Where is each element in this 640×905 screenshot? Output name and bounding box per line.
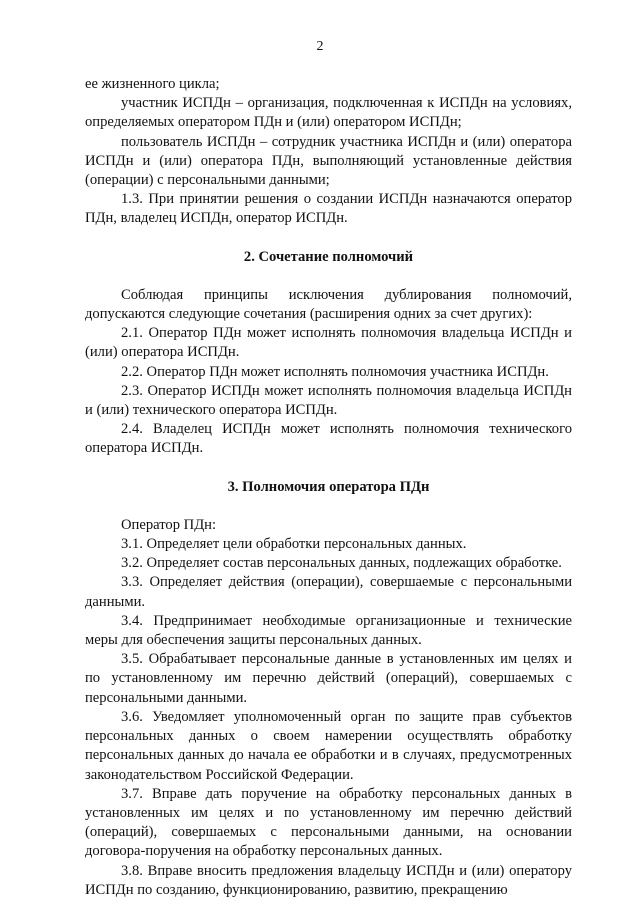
document-body: [85, 75, 572, 900]
section-heading: 3. Полномочия оператора ПДн: [227, 478, 430, 495]
paragraph: 3.5. Обрабатывает персональные данные в установленных им целях и по установленному им перечню действий (операций), совершаемых с персональными данными.: [85, 651, 572, 706]
paragraph: 2.4. Владелец ИСПДн может исполнять полномочия технического оператора ИСПДн.: [85, 421, 572, 457]
paragraph: 3.2. Определяет состав персональных данных, подлежащих обработке.: [121, 555, 562, 572]
spacer: [85, 459, 572, 478]
paragraph: 3.1. Определяет цели обработки персональных данных.: [121, 536, 467, 553]
paragraph: ее жизненного цикла;: [85, 76, 220, 92]
paragraph: 1.3. При принятии решения о создании ИСПДн назначаются оператор ПДн, владелец ИСПДн, оператор ИСПДн.: [85, 191, 572, 227]
spacer: [85, 267, 572, 286]
paragraph: 3.3. Определяет действия (операции), совершаемые с персональными данными.: [85, 574, 572, 610]
paragraph: 2.1. Оператор ПДн может исполнять полномочия владельца ИСПДн и (или) оператора ИСПДн.: [85, 325, 572, 361]
page-number: 2: [316, 39, 324, 54]
paragraph: 3.6. Уведомляет уполномоченный орган по защите прав субъектов персональных данных о своем намерении осуществлять обработку персональных данных до начала ее обработки и в случаях, предусмотренных законодательством Российской Федерации.: [85, 708, 572, 783]
paragraph: 3.4. Предпринимает необходимые организационные и технические меры для обеспечения защиты персональных данных.: [85, 612, 572, 649]
section-heading: 2. Сочетание полномочий: [243, 248, 414, 265]
paragraph: 2.2. Оператор ПДн может исполнять полномочия участника ИСПДн.: [121, 363, 549, 380]
paragraph: пользователь ИСПДн – сотрудник участника ИСПДн и (или) оператора ИСПДн и (или) оператора ПДн, выполняющий установленные действия (операции) с персональными данными;: [85, 133, 572, 189]
paragraph: 3.8. Вправе вносить предложения владельцу ИСПДн и (или) оператору ИСПДн по созданию, функционированию, развитию, прекращению: [85, 862, 572, 898]
paragraph: участник ИСПДн – организация, подключенная к ИСПДн на условиях, определяемых оператором ПДн и (или) оператором ИСПДн;: [85, 95, 572, 131]
paragraph: Оператор ПДн:: [121, 516, 217, 533]
spacer: [85, 229, 572, 248]
paragraph: 2.3. Оператор ИСПДн может исполнять полномочия владельца ИСПДн и (или) технического оператора ИСПДн.: [85, 382, 572, 419]
paragraph: 3.7. Вправе дать поручение на обработку персональных данных в установленных им целях и по установленному им перечню действий (операций), совершаемых с персональными данными, на основании договора-поручения на обработку персональных данных.: [85, 785, 572, 860]
spacer: [85, 497, 572, 516]
paragraph: Соблюдая принципы исключения дублирования полномочий, допускаются следующие сочетания (расширения одних за счет других):: [85, 286, 572, 323]
